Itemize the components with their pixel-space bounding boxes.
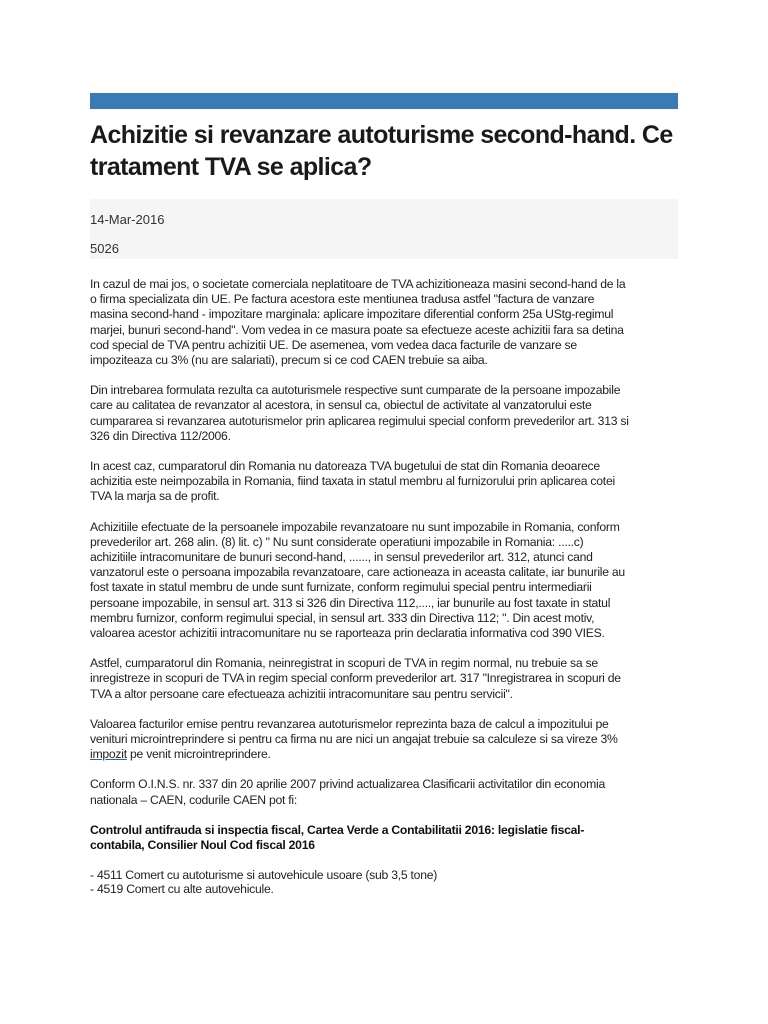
text-line: Controlul antifrauda si inspectia fiscal, Cartea Verde a Contabilitatii 2016: legislatie fiscal- [90,822,585,837]
text-line: Din intrebarea formulata rezulta ca autoturismele respective sunt cumparate de la persoane impozabile [90,383,621,398]
article-title: Achizitie si revanzare autoturisme second-hand. Ce tratament TVA se aplica? [90,121,673,181]
text-line: cumpararea si revanzarea autoturismelor prin aplicarea regimului special conform prevederilor art. 313 si [90,413,629,428]
text-line [90,747,678,762]
text-line: TVA la marja sa de profit. [90,489,220,504]
text-line: Astfel, cumparatorul din Romania, neinregistrat in scopuri de TVA in regim normal, nu trebuie sa se [90,656,598,671]
text-line: TVA a altor persoane care efectueaza achizitii intracomunitare sau pentru servicii". [90,686,513,701]
text-line: membru furnizor, conform regimului special, in sensul art. 333 din Directiva 112; ". Din acest motiv, [90,610,595,625]
paragraph-6 [90,717,678,763]
text-line: In acest caz, cumparatorul din Romania nu datoreaza TVA bugetului de stat din Romania deoarece [90,459,600,474]
text-line: venituri microintreprindere si pentru ca firma nu are nici un angajat trebuie sa calculeze si sa vireze 3% [90,732,618,747]
list-item: - 4511 Comert cu autoturisme si autovehicule usoare (sub 3,5 tone) [90,868,438,883]
paragraph-3 [90,459,678,505]
paragraph-1 [90,277,678,368]
text-line: achizitiile intracomunitare de bunuri second-hand, ......, in sensul prevederilor art. 312, atunci cand [90,550,593,565]
paragraph-2 [90,383,678,444]
text-line: In cazul de mai jos, o societate comerciala neplatitoare de TVA achizitioneaza masini second-hand de la [90,277,626,291]
text-line: fost taxate in statul membru de unde sunt furnizate, conform regimului special pentru intermediarii [90,580,592,595]
text-line: valoarea acestor achizitii intracomunitare nu se raporteaza prin declaratia informativa cod 390 VIES. [90,626,605,641]
paragraph-5 [90,656,678,702]
text-line: persoane impozabile, in sensul art. 313 si 326 din Directiva 112,...., iar bunurile au fost taxate in statul [90,595,611,610]
text-line: cod special de TVA pentru achizitii UE. De asemenea, vom vedea daca facturile de vanzare se [90,337,577,352]
bold-paragraph [90,823,678,853]
impozit-link[interactable]: impozit [90,747,127,762]
text-line: vanzatorul este o persoana impozabila revanzatoare, care actioneaza in aceasta calitate, iar bunurile au [90,565,625,580]
text-line: care au calitatea de revanzator al acestora, in sensul ca, obiectul de activitate al vanzatorului este [90,398,592,413]
text-line: masina second-hand - impozitare marginala: aplicare impozitare diferential conform 25a UStg-regimul [90,307,614,322]
text-line: prevederilor art. 268 alin. (8) lit. c) " Nu sunt considerate operatiuni impozabile in Romania: .....c) [90,534,584,549]
text-line: contabila, Consilier Noul Cod fiscal 2016 [90,838,315,853]
text-line: 326 din Directiva 112/2006. [90,428,231,443]
text-line: Conform O.I.N.S. nr. 337 din 20 aprilie 2007 privind actualizarea Clasificarii activitatilor din economia [90,777,605,792]
text-line: achizitia este neimpozabila in Romania, fiind taxata in statul membru al furnizorului prin aplicarea cotei [90,474,615,489]
caen-code-list [90,868,678,896]
paragraph-7 [90,777,678,807]
text-fragment: pe venit microintreprindere. [126,747,271,762]
header-accent-bar [90,93,678,109]
text-line: o firma specializata din UE. Pe factura acestora este mentiunea tradusa astfel "factura de vanzare [90,292,595,307]
article-body [90,277,678,896]
text-line: Achizitiile efectuate de la persoanele impozabile revanzatoare nu sunt impozabile in Romania, conform [90,519,620,534]
view-count: 5026 [90,241,119,256]
text-line: inregistreze in scopuri de TVA in regim special conform prevederilor art. 317 "Inregistrarea in scopuri de [90,671,621,686]
text-line: marjei, bunuri second-hand". Vom vedea in ce masura poate sa efectueze aceste achizitii fara sa detina [90,322,624,337]
article-meta [90,199,678,259]
list-item: - 4519 Comert cu alte autovehicule. [90,882,274,897]
paragraph-4 [90,520,678,642]
text-line: Valoarea facturilor emise pentru revanzarea autoturismelor reprezinta baza de calcul a impozitului pe [90,716,609,731]
text-line: nationala – CAEN, codurile CAEN pot fi: [90,792,298,807]
publish-date: 14-Mar-2016 [90,212,165,227]
article-container [90,93,678,896]
text-line: impoziteaza cu 3% (nu are salariati), precum si ce cod CAEN trebuie sa aiba. [90,353,488,368]
